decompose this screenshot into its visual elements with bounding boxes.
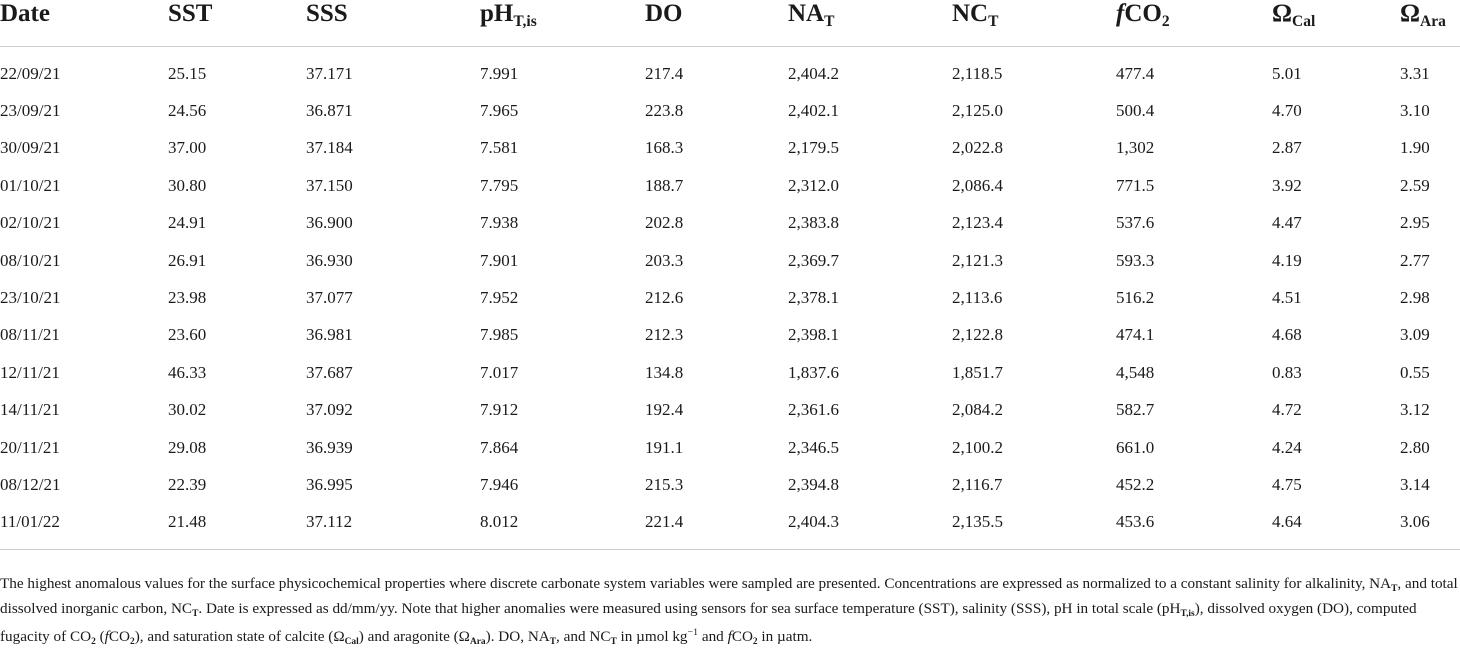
table-cell: 537.6: [1116, 213, 1155, 233]
table-cell: 7.985: [480, 325, 519, 345]
table-cell: 2,022.8: [952, 138, 1003, 158]
table-cell: 2,122.8: [952, 325, 1003, 345]
table-row: [0, 205, 1460, 242]
table-cell: 36.930: [306, 250, 353, 270]
table-cell: 212.6: [645, 288, 684, 308]
table-cell: 5.01: [1272, 63, 1302, 83]
table-cell: 2,312.0: [788, 175, 839, 195]
header-subscript: 2: [1161, 13, 1170, 31]
table-cell: 8.012: [480, 512, 519, 532]
header-subscript: T,is: [513, 13, 537, 31]
table-cell: 217.4: [645, 63, 684, 83]
table-cell: 37.171: [306, 63, 353, 83]
column-header: [168, 0, 306, 47]
table-cell: 2,113.6: [952, 288, 1003, 308]
column-header: [0, 0, 168, 47]
table-cell: 36.995: [306, 474, 353, 494]
table-cell: 7.795: [480, 175, 519, 195]
column-header: [1400, 0, 1460, 47]
table-cell: 4.68: [1272, 325, 1302, 345]
footnote-text: The highest anomalous values for the surface physicochemical properties where discrete carbonate system variables were sampled are presented. Concentrations are expressed as normalized to a constant salinity for alkalinity, NA: [0, 575, 1392, 592]
column-header: [788, 0, 952, 47]
table-cell: 453.6: [1116, 512, 1155, 532]
table-cell: 7.938: [480, 213, 519, 233]
table-cell: 452.2: [1116, 474, 1155, 494]
table-header: [0, 0, 1460, 47]
table-cell: 593.3: [1116, 250, 1155, 270]
footnote-text: and: [698, 628, 728, 646]
header-text: Ω: [1400, 0, 1421, 27]
table-cell: 2.87: [1272, 138, 1302, 158]
header-text: Date: [0, 0, 50, 27]
table-row: [0, 504, 1460, 550]
footnote-text: . Date is expressed as dd/mm/yy. Note that higher anomalies were measured using sensors for sea surface temperature (SST), salinity (SSS), pH in total scale (pH: [198, 599, 1181, 617]
table-cell: 1,837.6: [788, 362, 839, 382]
table-cell: 23.98: [168, 288, 207, 308]
table-cell: 23.60: [168, 325, 207, 345]
table-cell: 4.47: [1272, 213, 1302, 233]
table-cell: 36.981: [306, 325, 353, 345]
table-cell: 22.39: [168, 474, 207, 494]
table-cell: 203.3: [645, 250, 684, 270]
table-row: [0, 47, 1460, 93]
table-cell: 3.12: [1400, 400, 1430, 420]
table-cell: 4.19: [1272, 250, 1302, 270]
table-cell: 2,383.8: [788, 213, 839, 233]
table-cell: 7.946: [480, 474, 519, 494]
header-subscript: T: [988, 13, 999, 31]
header-text: NA: [788, 0, 825, 27]
table-cell: 30.02: [168, 400, 207, 420]
footnote-text: (: [95, 628, 105, 646]
table-row: [0, 392, 1460, 429]
footnote-sub: Cal: [344, 637, 359, 648]
table-cell: 7.864: [480, 437, 519, 457]
table-cell: 37.184: [306, 138, 353, 158]
table-cell: 22/09/21: [0, 63, 61, 83]
table-cell: 46.33: [168, 362, 207, 382]
table-cell: 168.3: [645, 138, 684, 158]
table-cell: 08/10/21: [0, 250, 61, 270]
table-cell: 7.991: [480, 63, 519, 83]
table-cell: 1,302: [1116, 138, 1155, 158]
footnote-sub: T: [610, 637, 617, 648]
table-cell: 2,118.5: [952, 63, 1003, 83]
table-cell: 474.1: [1116, 325, 1155, 345]
table-cell: 215.3: [645, 474, 684, 494]
footnote-text: ). DO, NA: [485, 628, 550, 646]
footnote-text: ), and saturation state of calcite (Ω: [134, 628, 345, 646]
footnote-sub: 2: [752, 637, 758, 648]
table-row: [0, 130, 1460, 167]
table-cell: 221.4: [645, 512, 684, 532]
header-text: f: [1116, 0, 1125, 27]
table-row: [0, 167, 1460, 204]
table-row: [0, 317, 1460, 354]
table-cell: 516.2: [1116, 288, 1155, 308]
table-cell: 30/09/21: [0, 138, 61, 158]
table-cell: 7.965: [480, 101, 519, 121]
table-cell: 01/10/21: [0, 175, 61, 195]
footnote-italic: f: [727, 628, 732, 646]
table-cell: 2,179.5: [788, 138, 839, 158]
footnote-text: ), dissolved oxygen (DO), computed fugacity of CO: [0, 599, 1417, 646]
footnote-text: in µmol kg: [616, 628, 688, 646]
footnote-sub: T: [549, 637, 557, 648]
table-cell: 2.77: [1400, 250, 1430, 270]
table-footnote: [0, 573, 1460, 651]
table-cell: 21.48: [168, 512, 207, 532]
table-cell: 36.900: [306, 213, 353, 233]
column-header: [952, 0, 1116, 47]
table-cell: 08/11/21: [0, 325, 60, 345]
table-cell: 20/11/21: [0, 437, 60, 457]
table-row: [0, 242, 1460, 279]
header-text: pH: [480, 0, 514, 27]
header-subscript: Cal: [1292, 13, 1316, 31]
table-cell: 771.5: [1116, 175, 1155, 195]
table-cell: 2,398.1: [788, 325, 839, 345]
table-cell: 7.581: [480, 138, 519, 158]
table-cell: 02/10/21: [0, 213, 61, 233]
table-cell: 2,125.0: [952, 101, 1003, 121]
table-cell: 2,346.5: [788, 437, 839, 457]
table-cell: 202.8: [645, 213, 684, 233]
header-subscript: Ara: [1420, 13, 1446, 31]
table-cell: 212.3: [645, 325, 684, 345]
table-cell: 661.0: [1116, 437, 1155, 457]
table-cell: 7.901: [480, 250, 519, 270]
table-cell: 0.83: [1272, 362, 1302, 382]
table-cell: 2,123.4: [952, 213, 1003, 233]
table-cell: 3.10: [1400, 101, 1430, 121]
table-cell: 0.55: [1400, 362, 1430, 382]
table-cell: 24.91: [168, 213, 207, 233]
table-cell: 25.15: [168, 63, 207, 83]
table-cell: 582.7: [1116, 400, 1155, 420]
table-cell: 3.09: [1400, 325, 1430, 345]
table-body: [0, 47, 1460, 550]
table-cell: 7.017: [480, 362, 519, 382]
footnote-sub: T: [1391, 584, 1398, 595]
header-subscript: T: [824, 13, 835, 31]
table-row: [0, 429, 1460, 466]
header-text: CO: [1124, 0, 1162, 27]
table-cell: 37.092: [306, 400, 353, 420]
table-cell: 08/12/21: [0, 474, 61, 494]
table-row: [0, 354, 1460, 391]
table-cell: 4,548: [1116, 362, 1155, 382]
table-cell: 2,378.1: [788, 288, 839, 308]
footnote-sub: 2: [130, 637, 135, 648]
table-cell: 23/09/21: [0, 101, 61, 121]
table-cell: 2.59: [1400, 175, 1430, 195]
footnote-sub: 2: [91, 637, 96, 648]
column-header: [480, 0, 645, 47]
column-header: [306, 0, 480, 47]
table-cell: 3.92: [1272, 175, 1302, 195]
header-text: SSS: [306, 0, 348, 27]
column-header: [645, 0, 788, 47]
table-cell: 223.8: [645, 101, 684, 121]
footnote-sub: Ara: [469, 637, 486, 648]
header-text: Ω: [1272, 0, 1293, 27]
table-cell: 37.00: [168, 138, 207, 158]
table-cell: 14/11/21: [0, 400, 60, 420]
table-cell: 188.7: [645, 175, 684, 195]
table-cell: 1.90: [1400, 138, 1430, 158]
table-cell: 7.912: [480, 400, 519, 420]
table-cell: 12/11/21: [0, 362, 60, 382]
footnote-text: CO: [108, 628, 131, 646]
table-cell: 2,135.5: [952, 512, 1003, 532]
table-cell: 1,851.7: [952, 362, 1003, 382]
table-cell: 37.077: [306, 288, 353, 308]
table-cell: 7.952: [480, 288, 519, 308]
table-row: [0, 279, 1460, 316]
table-cell: 2,084.2: [952, 400, 1003, 420]
table-cell: 4.24: [1272, 437, 1302, 457]
table-cell: 30.80: [168, 175, 207, 195]
table-cell: 2,394.8: [788, 474, 839, 494]
footnote-sup: −1: [687, 627, 699, 638]
table-cell: 3.06: [1400, 512, 1430, 532]
table-cell: 36.871: [306, 101, 353, 121]
footnote-sub: T: [192, 608, 199, 619]
table-cell: 2,086.4: [952, 175, 1003, 195]
table-cell: 36.939: [306, 437, 353, 457]
table-cell: 4.72: [1272, 400, 1302, 420]
table-cell: 2,404.2: [788, 63, 839, 83]
table-cell: 29.08: [168, 437, 207, 457]
table-cell: 4.75: [1272, 474, 1302, 494]
table-cell: 2.95: [1400, 213, 1430, 233]
table-cell: 24.56: [168, 101, 207, 121]
table-cell: 37.150: [306, 175, 353, 195]
header-text: NC: [952, 0, 989, 27]
table-cell: 2,404.3: [788, 512, 839, 532]
table-cell: 4.70: [1272, 101, 1302, 121]
footnote-sub: T,is: [1180, 608, 1195, 619]
footnote-text: ) and aragonite (Ω: [358, 628, 470, 646]
footnote-text: , and NC: [556, 628, 611, 646]
table-cell: 191.1: [645, 437, 684, 457]
table-cell: 2,369.7: [788, 250, 839, 270]
column-header: [1272, 0, 1400, 47]
footnote-text: CO: [731, 628, 753, 646]
table-cell: 2,116.7: [952, 474, 1003, 494]
header-text: DO: [645, 0, 683, 27]
table-cell: 3.31: [1400, 63, 1430, 83]
table-cell: 2,121.3: [952, 250, 1003, 270]
table-cell: 2,100.2: [952, 437, 1003, 457]
table-cell: 2.80: [1400, 437, 1430, 457]
table-cell: 11/01/22: [0, 512, 60, 532]
table-cell: 2.98: [1400, 288, 1430, 308]
table-cell: 500.4: [1116, 101, 1155, 121]
table-cell: 192.4: [645, 400, 684, 420]
table-cell: 2,402.1: [788, 101, 839, 121]
footnote-text: , and total dissolved inorganic carbon, NC: [0, 575, 1458, 617]
table-cell: 3.14: [1400, 474, 1430, 494]
table-cell: 134.8: [645, 362, 684, 382]
column-header: [1116, 0, 1272, 47]
footnote-italic: f: [104, 628, 109, 646]
table-row: [0, 466, 1460, 503]
table-cell: 26.91: [168, 250, 207, 270]
footnote-text: in µatm.: [757, 628, 813, 646]
table-cell: 37.112: [306, 512, 353, 532]
table-row: [0, 92, 1460, 129]
header-text: SST: [168, 0, 213, 27]
table-cell: 23/10/21: [0, 288, 61, 308]
table-cell: 477.4: [1116, 63, 1155, 83]
header-row: [0, 0, 1460, 47]
table-cell: 4.64: [1272, 512, 1302, 532]
table-cell: 2,361.6: [788, 400, 839, 420]
table-cell: 4.51: [1272, 288, 1302, 308]
table-cell: 37.687: [306, 362, 353, 382]
